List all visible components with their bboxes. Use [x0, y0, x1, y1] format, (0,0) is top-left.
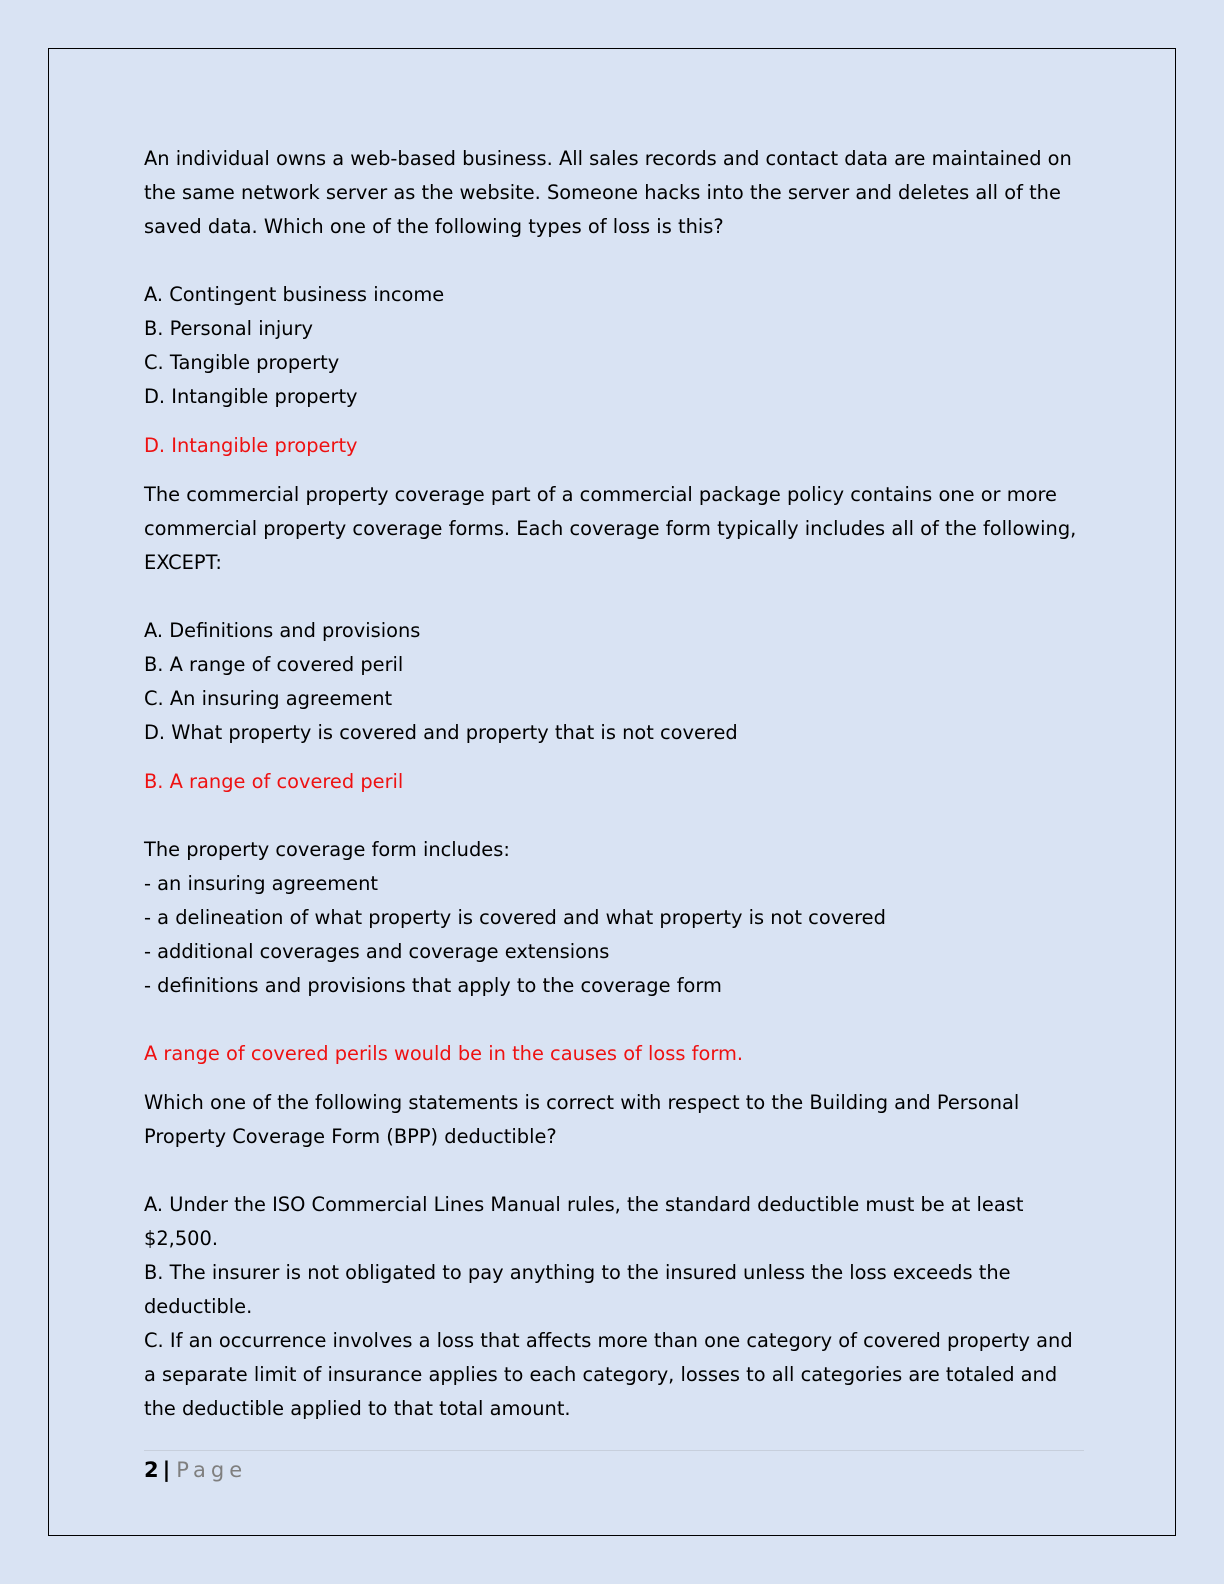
option-c-continued: a separate limit of insurance applies to each category, losses to all categories are totaled and [144, 1363, 1058, 1386]
option-d: D. Intangible property [144, 385, 358, 408]
correct-answer: D. Intangible property [144, 434, 358, 457]
option-b: B. The insurer is not obligated to pay anything to the insured unless the loss exceeds the [144, 1261, 1011, 1284]
question-text-line: Which one of the following statements is correct with respect to the Building and Personal [144, 1091, 1020, 1114]
page-footer [144, 1455, 247, 1485]
document-body [144, 142, 1084, 1426]
option-a: A. Under the ISO Commercial Lines Manual rules, the standard deductible must be at least [144, 1193, 1024, 1216]
option-b-continued: deductible. [144, 1295, 253, 1318]
option-c: C. If an occurrence involves a loss that affects more than one category of covered property and [144, 1329, 1073, 1352]
option-a-continued: $2,500. [144, 1227, 219, 1250]
question-text-line: An individual owns a web-based business. All sales records and contact data are maintained on [144, 147, 1072, 170]
page-label: Page [176, 1458, 248, 1482]
explanation-line: - definitions and provisions that apply to the coverage form [144, 974, 722, 997]
option-c: C. An insuring agreement [144, 687, 393, 710]
question-text-line: commercial property coverage forms. Each coverage form typically includes all of the following, [144, 517, 1077, 540]
question-text-line: Property Coverage Form (BPP) deductible? [144, 1125, 557, 1148]
explanation-line: - an insuring agreement [144, 872, 378, 895]
question-3 [144, 1086, 1084, 1426]
footer-separator: | [162, 1458, 171, 1482]
option-a: A. Definitions and provisions [144, 619, 421, 642]
explanation-line: - a delineation of what property is covered and what property is not covered [144, 906, 886, 929]
question-text-line: the same network server as the website. Someone hacks into the server and deletes all of the [144, 181, 1061, 204]
question-1 [144, 142, 1084, 463]
footer-divider [144, 1450, 1084, 1451]
option-b: B. Personal injury [144, 317, 314, 340]
option-d: D. What property is covered and property that is not covered [144, 721, 738, 744]
option-b: B. A range of covered peril [144, 653, 404, 676]
option-c-continued: the deductible applied to that total amount. [144, 1397, 571, 1420]
question-text-line: The commercial property coverage part of a commercial package policy contains one or more [144, 483, 1057, 506]
question-text-line: saved data. Which one of the following types of loss is this? [144, 215, 724, 238]
explanation-line: - additional coverages and coverage extensions [144, 940, 610, 963]
page-number: 2 [144, 1458, 159, 1482]
correct-answer: B. A range of covered peril [144, 770, 404, 793]
explanation-line: The property coverage form includes: [144, 838, 510, 861]
question-text-line: EXCEPT: [144, 551, 222, 574]
question-2 [144, 478, 1084, 1071]
option-a: A. Contingent business income [144, 283, 445, 306]
option-c: C. Tangible property [144, 351, 340, 374]
explanation-answer: A range of covered perils would be in the causes of loss form. [144, 1042, 744, 1065]
